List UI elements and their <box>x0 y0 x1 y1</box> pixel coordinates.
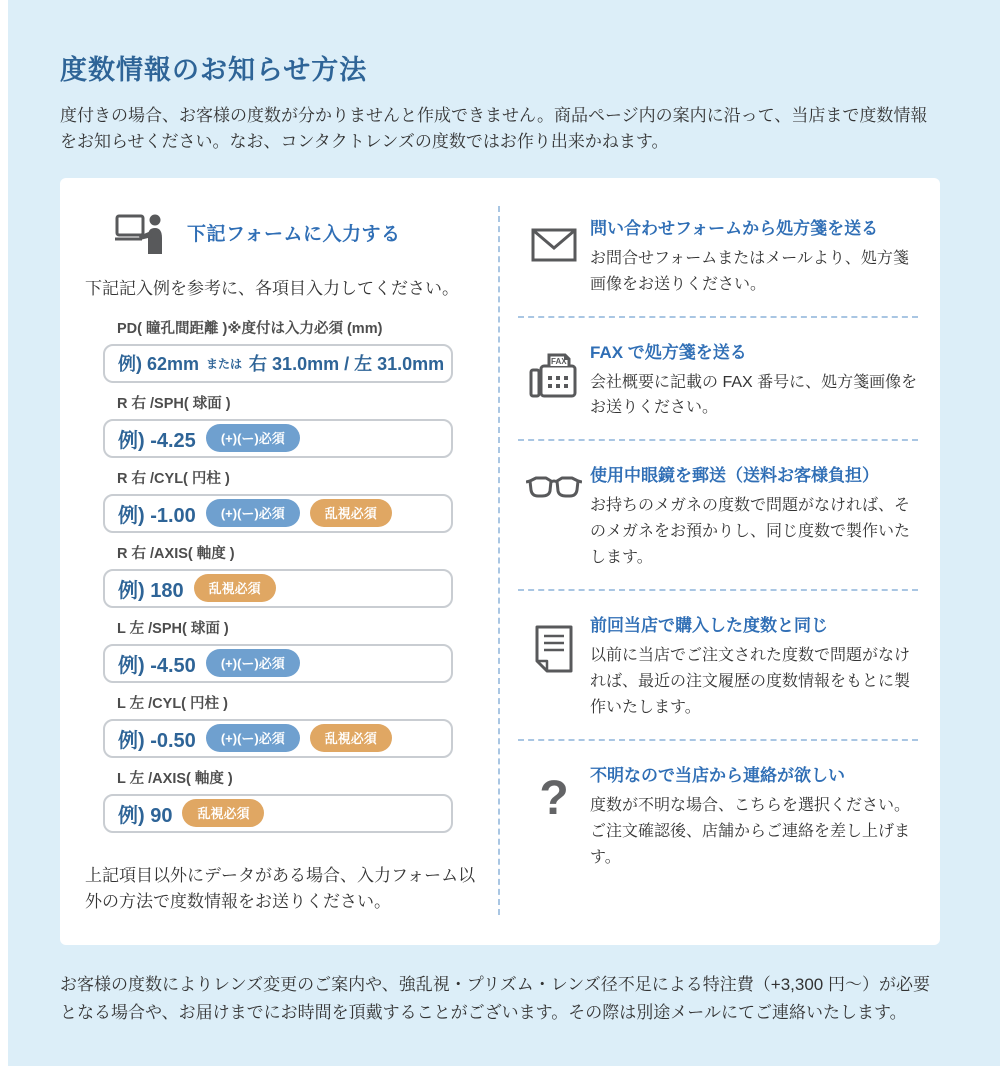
field-group-r-cyl <box>103 467 478 533</box>
field-label: R 右 /CYL( 円柱 ) <box>117 470 230 487</box>
method-title: 問い合わせフォームから処方箋を送る <box>590 218 879 238</box>
field-group-r-sph <box>103 392 478 458</box>
field-group-r-axis <box>103 542 478 608</box>
glasses-icon <box>518 461 590 571</box>
document-icon <box>518 611 590 721</box>
example-value: 例) -4.50 <box>118 654 196 677</box>
footer-note: お客様の度数によりレンズ変更のご案内や、強乱視・プリズム・レンズ径不足による特注費（+3,300 円〜）が必要となる場合や、お届けまでにお時間を頂戴することがございます。その際は別途メールにてご連絡いたします。 <box>60 975 930 1022</box>
example-value: 例) -0.50 <box>118 729 196 752</box>
field-label: L 左 /CYL( 円柱 ) <box>117 695 228 712</box>
r-axis-example-box[interactable] <box>103 569 453 608</box>
methods-column <box>500 206 940 916</box>
plus-minus-required-badge: (+)(ー)必須 <box>206 724 300 752</box>
l-sph-example-box[interactable] <box>103 644 453 683</box>
field-group-l-sph <box>103 617 478 683</box>
form-heading: 下記フォームに入力する <box>187 224 401 246</box>
method-unknown-contact <box>518 761 918 871</box>
question-icon: ? <box>539 771 569 825</box>
method-body: お持ちのメガネの度数で問題がなければ、そのメガネをお預かりし、同じ度数で製作いたします。 <box>590 497 911 567</box>
example-value: 例) 90 <box>118 804 173 827</box>
intro-paragraph: 度付きの場合、お客様の度数が分かりませんと作成できません。商品ページ内の案内に沿って、当店まで度数情報をお知らせください。なお、コンタクトレンズの度数ではお作り出来かねます。 <box>60 106 928 152</box>
field-label: R 右 /SPH( 球面 ) <box>117 395 231 412</box>
method-previous-order <box>518 611 918 721</box>
page-background <box>8 0 1000 1066</box>
form-column <box>60 206 500 916</box>
person-at-computer-icon <box>115 212 167 254</box>
example-value: 例) 180 <box>118 579 184 602</box>
example-value: 例) -1.00 <box>118 504 196 527</box>
field-label: R 右 /AXIS( 軸度 ) <box>117 545 235 562</box>
example-value-extra: 右 31.0mm / 左 31.0mm <box>249 354 445 375</box>
field-label: L 左 /SPH( 球面 ) <box>117 620 229 637</box>
method-body: 度数が不明な場合、こちらを選択ください。ご注文確認後、店舗からご連絡を差し上げます。 <box>590 796 911 866</box>
r-cyl-example-box[interactable] <box>103 494 453 533</box>
divider <box>518 316 918 318</box>
method-mail-glasses <box>518 461 918 571</box>
method-body: 会社概要に記載の FAX 番号に、処方箋画像をお送りください。 <box>590 373 918 417</box>
svg-text:FAX: FAX <box>551 356 567 366</box>
divider <box>518 439 918 441</box>
envelope-icon <box>518 214 590 298</box>
example-value: 例) -4.25 <box>118 429 196 452</box>
method-title: 不明なので当店から連絡が欲しい <box>590 765 845 785</box>
astigmatism-required-badge: 乱視必須 <box>182 799 264 827</box>
plus-minus-required-badge: (+)(ー)必須 <box>206 499 300 527</box>
field-group-l-cyl <box>103 692 478 758</box>
form-instruction: 下記記入例を参考に、各項目入力してください。 <box>85 278 459 298</box>
method-contact-form <box>518 214 918 298</box>
example-value: 例) 62mm <box>118 354 200 375</box>
method-title: FAX で処方箋を送る <box>590 342 747 362</box>
method-body: 以前に当店でご注文された度数で問題がなければ、最近の注文履歴の度数情報をもとに製作いたします。 <box>590 647 911 716</box>
method-title: 使用中眼鏡を郵送（送料お客様負担） <box>590 466 879 486</box>
method-fax <box>518 338 918 422</box>
astigmatism-required-badge: 乱視必須 <box>194 574 276 602</box>
pd-example-box[interactable] <box>103 344 453 383</box>
r-sph-example-box[interactable] <box>103 419 453 458</box>
field-label: PD( 瞳孔間距離 )※度付は入力必須 (mm) <box>117 320 383 337</box>
astigmatism-required-badge: 乱視必須 <box>310 724 392 752</box>
field-group-l-axis <box>103 767 478 833</box>
page-title: 度数情報のお知らせ方法 <box>60 55 368 85</box>
method-title: 前回当店で購入した度数と同じ <box>590 616 828 636</box>
astigmatism-required-badge: 乱視必須 <box>310 499 392 527</box>
field-label: L 左 /AXIS( 軸度 ) <box>117 770 233 787</box>
l-cyl-example-box[interactable] <box>103 719 453 758</box>
plus-minus-required-badge: (+)(ー)必須 <box>206 649 300 677</box>
plus-minus-required-badge: (+)(ー)必須 <box>206 424 300 452</box>
form-note: 上記項目以外にデータがある場合、入力フォーム以外の方法で度数情報をお送りください。 <box>85 865 476 912</box>
or-label: または <box>206 356 243 371</box>
main-panel <box>60 178 940 946</box>
form-header <box>103 212 478 254</box>
l-axis-example-box[interactable] <box>103 794 453 833</box>
divider <box>518 589 918 591</box>
fax-icon <box>518 338 590 422</box>
field-group-pd <box>103 317 478 383</box>
divider <box>518 739 918 741</box>
method-body: お問合せフォームまたはメールより、処方箋画像をお送りください。 <box>590 249 909 293</box>
